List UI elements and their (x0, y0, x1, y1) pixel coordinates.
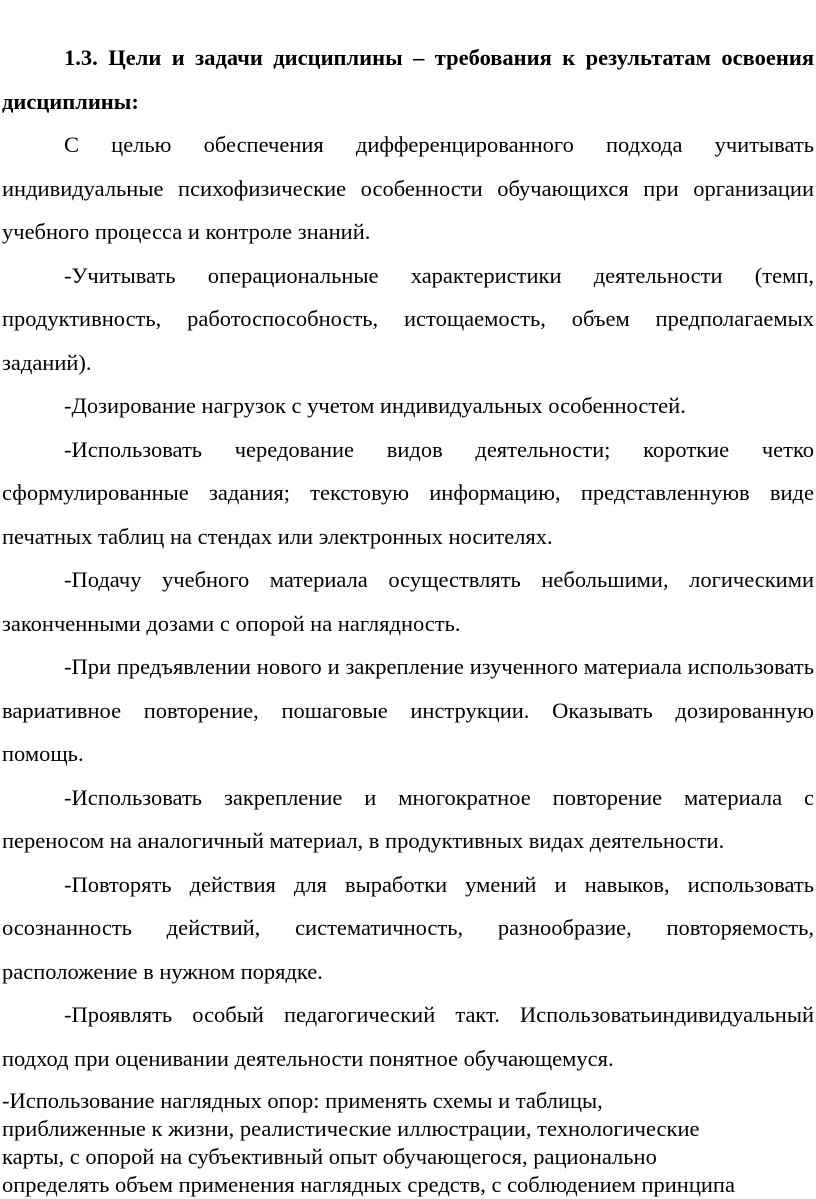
paragraph-intro: С целью обеспечения дифференцированного подхода учитывать индивидуальные психофизические особенности обучающихся при организации учебного процесса и контроле знаний. (2, 132, 814, 244)
paragraph-load-dosing: -Дозирование нагрузок с учетом индивидуальных особенностей. (64, 393, 686, 418)
paragraph-repetition: -Повторять действия для выработки умений и навыков, использовать осознанность действий, систематичность, разнообразие, повторяемость, расположение в нужном порядке. (2, 871, 814, 984)
paragraph-activity-alternation: -Использовать чередование видов деятельности; короткие четко сформулированные задания; текстовую информацию, представленнуюв виде печатных таблиц на стендах или электронных носителях. (2, 436, 814, 549)
section-heading: 1.3. Цели и задачи дисциплины – требования к результатам освоения дисциплины: (2, 45, 814, 114)
text-line: определять объем применения наглядных средств, с соблюдением принципа (2, 1172, 735, 1197)
paragraph-pedagogical-tact: -Проявлять особый педагогический такт. Использоватьиндивидуальный подход при оценивании деятельности понятное обучающемуся. (2, 1002, 814, 1071)
paragraph-material-delivery: -Подачу учебного материала осуществлять небольшими, логическими законченными дозами с опорой на наглядность. (2, 567, 814, 636)
paragraph-new-material: -При предъявлении нового и закрепление изученного материала использовать вариативное повторение, пошаговые инструкции. Оказывать дозированную помощь. (2, 654, 814, 766)
text-line: приближенные к жизни, реалистические иллюстрации, технологические (2, 1116, 700, 1141)
paragraph-consolidation: -Использовать закрепление и многократное повторение материала с переносом на аналогичный материал, в продуктивных видах деятельности. (2, 784, 814, 853)
text-line: карты, с опорой на субъективный опыт обучающегося, рационально (2, 1144, 657, 1169)
paragraph-operational-characteristics: -Учитывать операциональные характеристики деятельности (темп, продуктивность, работоспособность, истощаемость, объем предполагаемых заданий). (2, 262, 814, 375)
visual-supports-paragraph (2, 1087, 814, 1199)
text-line: -Использование наглядных опор: применять схемы и таблицы, (2, 1088, 603, 1113)
